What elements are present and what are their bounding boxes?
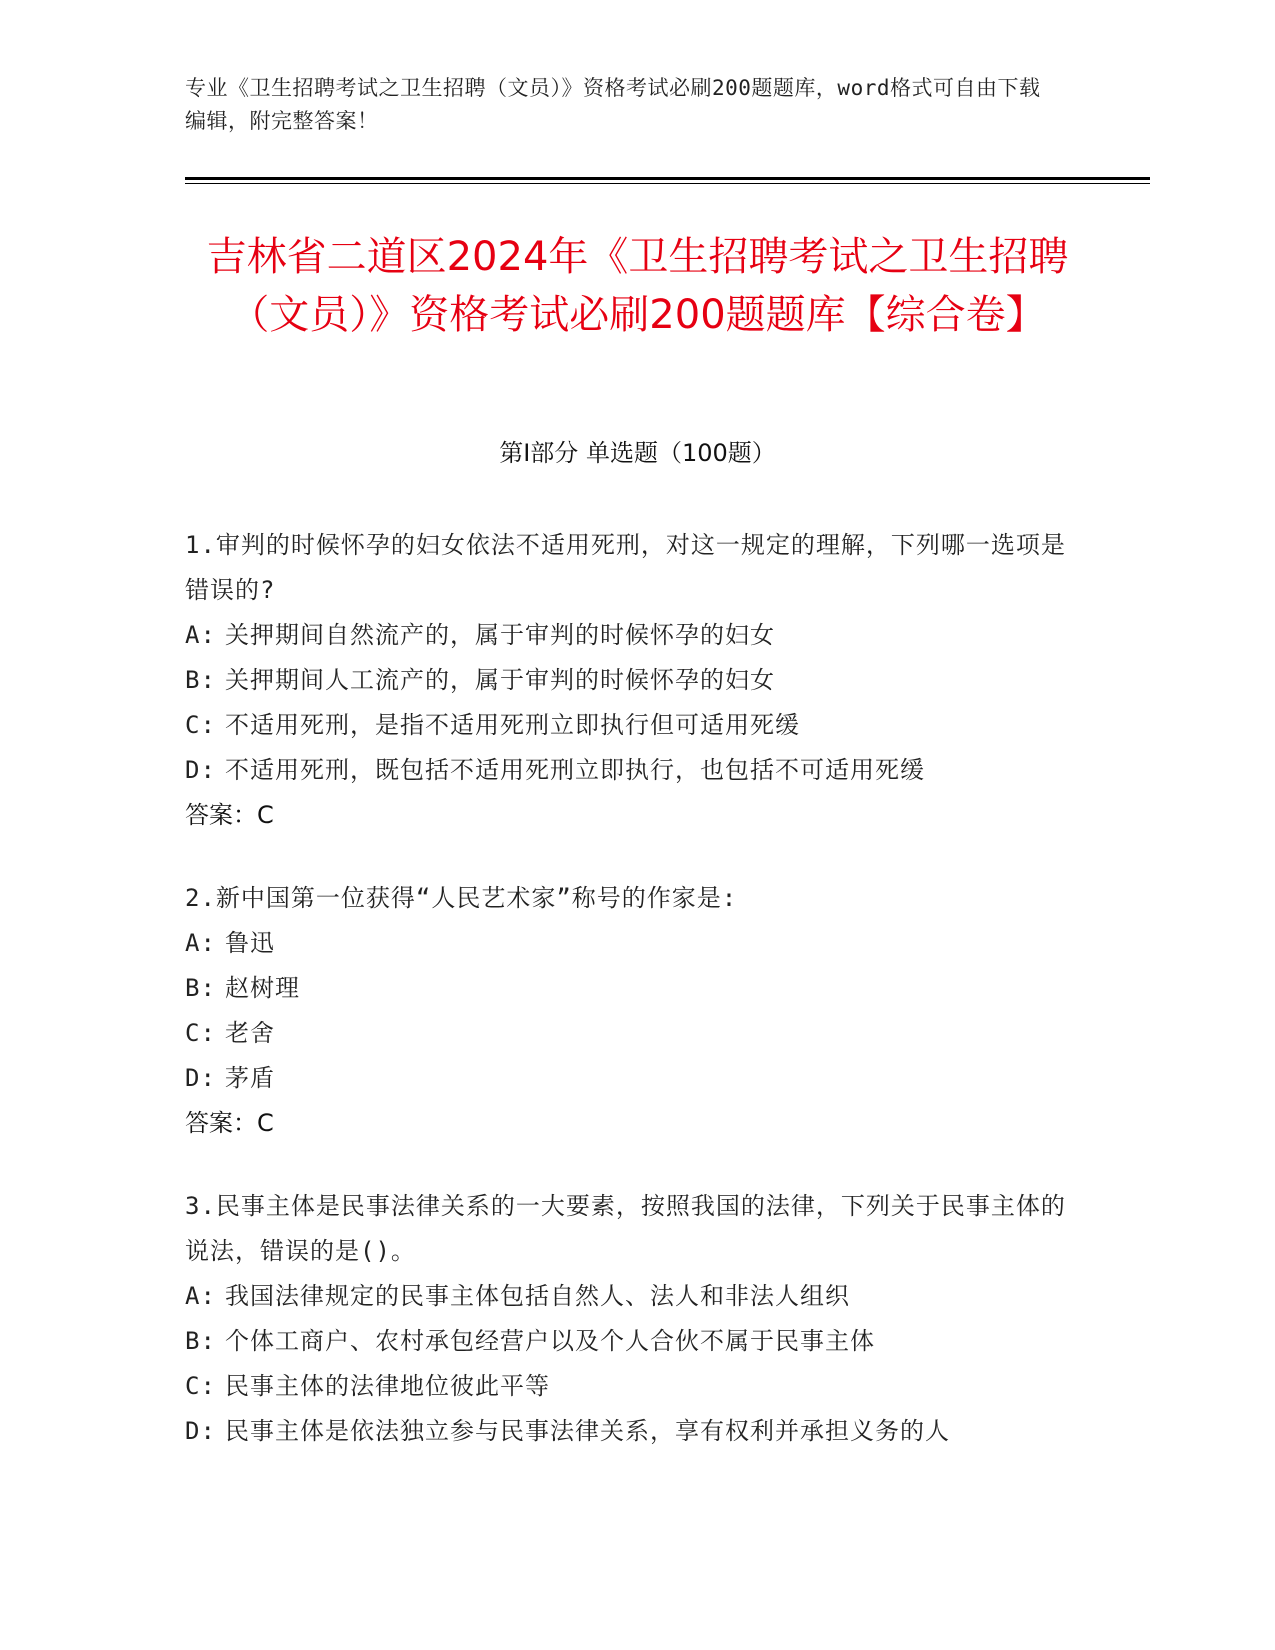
header-rule-thin: [185, 183, 1150, 184]
option-b: [185, 966, 1085, 1011]
option-letter: B:: [185, 974, 216, 1002]
option-text: 老舍: [225, 1019, 275, 1047]
header-rule-thick: [185, 177, 1150, 180]
option-d: [185, 1056, 1085, 1101]
option-letter: B:: [185, 666, 216, 694]
option-text: 个体工商户、农村承包经营户以及个人合伙不属于民事主体: [225, 1327, 875, 1355]
option-a: [185, 1274, 1085, 1319]
option-letter: C:: [185, 1019, 216, 1047]
option-letter: D:: [185, 1417, 216, 1445]
question-3: [185, 1184, 1085, 1454]
option-text: 不适用死刑，是指不适用死刑立即执行但可适用死缓: [225, 711, 800, 739]
option-text: 茅盾: [225, 1064, 275, 1092]
option-letter: A:: [185, 929, 216, 957]
option-text: 不适用死刑，既包括不适用死刑立即执行，也包括不可适用死缓: [225, 756, 925, 784]
option-d: [185, 748, 1085, 793]
question-1: [185, 523, 1085, 838]
option-a: [185, 613, 1085, 658]
option-text: 关押期间人工流产的，属于审判的时候怀孕的妇女: [225, 666, 775, 694]
option-d: [185, 1409, 1085, 1454]
answer: 答案：C: [185, 801, 274, 829]
question-stem: 3.民事主体是民事法律关系的一大要素，按照我国的法律，下列关于民事主体的说法，错误的是()。: [185, 1192, 1066, 1265]
option-letter: D:: [185, 1064, 216, 1092]
question-list: [185, 523, 1085, 1492]
option-letter: A:: [185, 1282, 216, 1310]
option-b: [185, 658, 1085, 703]
option-b: [185, 1319, 1085, 1364]
option-letter: C:: [185, 711, 216, 739]
option-c: [185, 1364, 1085, 1409]
option-text: 民事主体的法律地位彼此平等: [225, 1372, 550, 1400]
option-text: 关押期间自然流产的，属于审判的时候怀孕的妇女: [225, 621, 775, 649]
option-text: 鲁迅: [225, 929, 275, 957]
option-letter: D:: [185, 756, 216, 784]
question-stem: 1.审判的时候怀孕的妇女依法不适用死刑，对这一规定的理解，下列哪一选项是错误的?: [185, 531, 1066, 604]
option-letter: B:: [185, 1327, 216, 1355]
option-text: 我国法律规定的民事主体包括自然人、法人和非法人组织: [225, 1282, 850, 1310]
answer: 答案：C: [185, 1109, 274, 1137]
option-text: 民事主体是依法独立参与民事法律关系，享有权利并承担义务的人: [225, 1417, 950, 1445]
option-letter: A:: [185, 621, 216, 649]
option-c: [185, 1011, 1085, 1056]
option-text: 赵树理: [225, 974, 300, 1002]
section-title: 第Ⅰ部分 单选题（100题）: [499, 439, 776, 467]
question-stem: 2.新中国第一位获得“人民艺术家”称号的作家是:: [185, 884, 738, 912]
option-a: [185, 921, 1085, 966]
question-2: [185, 876, 1085, 1146]
option-letter: C:: [185, 1372, 216, 1400]
document-title: 吉林省二道区2024年《卫生招聘考试之卫生招聘（文员）》资格考试必刷200题题库【综合卷】: [206, 234, 1069, 338]
option-c: [185, 703, 1085, 748]
header-note: 专业《卫生招聘考试之卫生招聘（文员）》资格考试必刷200题题库，word格式可自由下载编辑，附完整答案！: [185, 76, 1041, 133]
